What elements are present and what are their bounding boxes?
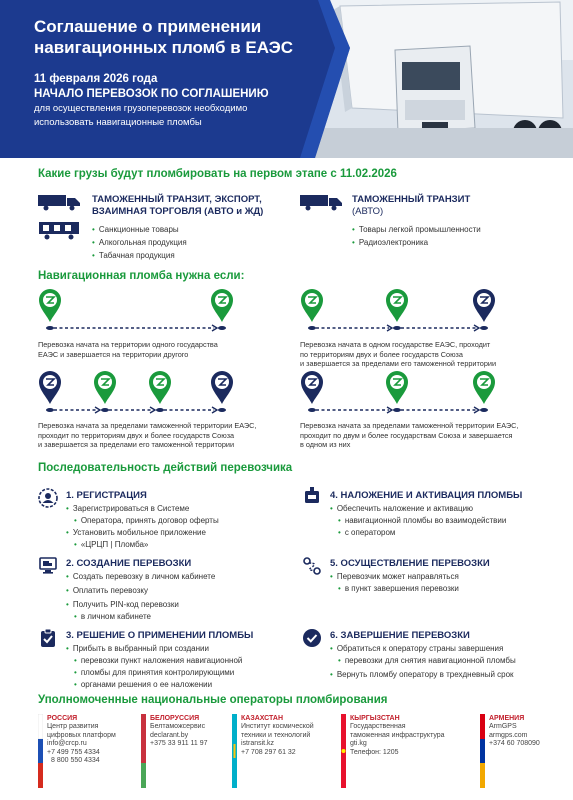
operators-list — [38, 714, 558, 788]
truck-monitor-icon — [38, 556, 58, 576]
step-2-item: • Оплатить перевозку — [66, 585, 215, 597]
map-pin-icon — [211, 289, 233, 322]
operator-email[interactable]: info@crcp.ru — [47, 740, 87, 748]
pin-base — [308, 326, 316, 330]
page-title-line2: навигационных пломб в ЕАЭС — [34, 38, 293, 57]
cargo-right-item: • Товары легкой промышленности — [352, 223, 552, 236]
pin-base — [393, 326, 401, 330]
operators-section-title: Уполномоченные национальные операторы пломбирования — [38, 694, 388, 706]
cargo-left-item: • Санкционные товары — [92, 223, 292, 236]
step-6-heading: 6. ЗАВЕРШЕНИЕ ПЕРЕВОЗКИ — [330, 630, 470, 641]
route-caption-4: Перевозка начата за пределами таможенной территории ЕАЭС, проходит по двум и более государствам Союза и завершается в одном из них — [300, 421, 519, 449]
operator-phone: +374 60 708090 — [489, 740, 540, 748]
flag-kyrgyzstan-icon — [341, 714, 346, 788]
route-caption-1: Перевозка начата на территории одного государства ЕАЭС и завершается на территории другого — [38, 340, 218, 359]
step-5-item-cont: • в пункт завершения перевозки — [330, 583, 459, 595]
pin-base — [156, 408, 164, 412]
operator-phone: +7 499 755 4334 — [47, 748, 100, 756]
step-4-item-cont: • с оператором — [330, 527, 506, 539]
pin-base — [393, 408, 401, 412]
step-2-item: • Получить PIN-код перевозки — [66, 599, 215, 611]
operator-line: Белтаможсервис — [150, 723, 206, 730]
step-6-item: • Вернуть пломбу оператору в трехдневный срок — [330, 669, 516, 681]
flag-armenia-icon — [480, 714, 485, 788]
operator-website[interactable]: istransit.kz — [241, 740, 275, 748]
operator-armenia — [480, 714, 560, 788]
step-2-item-cont: • в личном кабинете — [66, 611, 215, 623]
cargo-left-heading-line1: ТАМОЖЕННЫЙ ТРАНЗИТ, ЭКСПОРТ, — [92, 194, 262, 205]
operator-kyrgyzstan — [341, 714, 471, 788]
operator-phone: +375 33 911 11 97 — [150, 740, 208, 748]
cargo-left-heading-line2: ВЗАИМНАЯ ТОРГОВЛЯ (АВТО и ЖД) — [92, 206, 264, 217]
map-pin-icon — [386, 289, 408, 322]
arrowhead-icon — [212, 407, 217, 413]
operator-website[interactable]: armgps.com — [489, 731, 528, 739]
operator-kazakhstan — [232, 714, 338, 788]
start-date: 11 февраля 2026 года — [34, 73, 158, 85]
map-pin-icon — [94, 371, 116, 404]
step-2-item: • Создать перевозку в личном кабинете — [66, 571, 215, 583]
step-3-heading: 3. РЕШЕНИЕ О ПРИМЕНЕНИИ ПЛОМБЫ — [66, 630, 254, 641]
map-pin-icon — [39, 371, 61, 404]
operator-line: ArmGPS — [489, 723, 517, 730]
step-5-item: • Перевозчик может направляться — [330, 571, 459, 583]
map-pin-icon — [211, 371, 233, 404]
steps-section-title: Последовательность действий перевозчика — [38, 462, 293, 474]
step-2-heading: 2. СОЗДАНИЕ ПЕРЕВОЗКИ — [66, 558, 192, 569]
map-pin-icon — [301, 289, 323, 322]
step-5-heading: 5. ОСУЩЕСТВЛЕНИЕ ПЕРЕВОЗКИ — [330, 558, 490, 569]
operator-phone: Телефон: 1205 — [350, 748, 399, 756]
route-caption-3: Перевозка начата за пределами таможенной территории ЕАЭС, проходит по территориям двух и более государств Союза и завершается за пределами его таможенной территории — [38, 421, 257, 449]
cargo-left-item: • Табачная продукция — [92, 249, 292, 262]
arrowhead-icon — [95, 407, 100, 413]
operator-line: техники и технологий — [241, 731, 311, 739]
step-1-heading: 1. РЕГИСТРАЦИЯ — [66, 490, 147, 501]
check-badge-icon — [302, 628, 322, 648]
header-desc-line2: использовать навигационные пломбы — [34, 117, 202, 128]
cargo-section-title: Какие грузы будут пломбировать на первом этапе с 11.02.2026 — [38, 168, 397, 180]
flag-kazakhstan-icon — [232, 714, 237, 788]
pin-base — [46, 326, 54, 330]
operator-phone: 8 800 550 4334 — [51, 757, 100, 765]
step-4-heading: 4. НАЛОЖЕНИЕ И АКТИВАЦИЯ ПЛОМБЫ — [330, 490, 523, 501]
seal-device-icon — [302, 486, 322, 506]
cargo-left-item: • Алкогольная продукция — [92, 236, 292, 249]
truck-icon — [38, 193, 82, 211]
step-4-item: • Обеспечить наложение и активацию — [330, 503, 506, 515]
route-icon — [302, 556, 322, 576]
user-gear-icon — [38, 488, 58, 508]
step-3-item: • Прибыть в выбранный при создании — [66, 643, 242, 655]
operator-country: АРМЕНИЯ — [489, 715, 525, 722]
map-pin-icon — [301, 371, 323, 404]
flag-russia-icon — [38, 714, 43, 788]
pin-base — [480, 408, 488, 412]
railcar-icon — [38, 220, 82, 240]
map-pin-icon — [39, 289, 61, 322]
flag-belarus-icon — [141, 714, 146, 788]
seal-section-title: Навигационная пломба нужна если: — [38, 270, 245, 282]
arrowhead-icon — [212, 325, 217, 331]
operator-website[interactable]: declarant.by — [150, 731, 189, 739]
step-3-item-cont: • органами решения о ее наложении — [66, 679, 242, 691]
page-title-line1: Соглашение о применении — [34, 17, 262, 36]
step-4-item-cont: • навигационной пломбы во взаимодействии — [330, 515, 506, 527]
pin-base — [218, 326, 226, 330]
pin-base — [480, 326, 488, 330]
header-banner — [0, 0, 573, 158]
route-caption-2: Перевозка начата в одном государстве ЕАЭС, проходит по территориям двух и более государств Союза и завершается за пределами его таможенной территории — [300, 340, 497, 368]
operator-line: Центр развития — [47, 723, 99, 730]
operator-line: Институт космической — [241, 723, 314, 730]
pin-base — [218, 408, 226, 412]
step-6-item-cont: • перевозки для снятия навигационной пломбы — [330, 655, 516, 667]
step-1-item-cont: • «ЦРЦП | Пломба» — [66, 539, 219, 551]
map-pin-icon — [473, 289, 495, 322]
truck-icon — [300, 193, 344, 211]
pin-base — [46, 408, 54, 412]
operator-belarus — [141, 714, 229, 788]
operator-country: БЕЛОРУССИЯ — [150, 715, 200, 722]
step-1-item: • Установить мобильное приложение — [66, 527, 219, 539]
operator-russia — [38, 714, 136, 788]
cargo-right-heading-line2: (АВТО) — [352, 206, 384, 217]
arrowhead-icon — [150, 407, 155, 413]
operator-country: РОССИЯ — [47, 715, 78, 722]
operator-phone: +7 708 297 61 32 — [241, 748, 296, 756]
map-pin-icon — [473, 371, 495, 404]
operator-line: таможенная инфраструктура — [350, 731, 445, 739]
map-pin-icon — [149, 371, 171, 404]
pin-base — [101, 408, 109, 412]
cargo-right-item: • Радиоэлектроника — [352, 236, 552, 249]
operator-country: КЫРГЫЗСТАН — [350, 715, 400, 722]
clipboard-check-icon — [38, 628, 58, 648]
operator-website[interactable]: gti.kg — [350, 740, 367, 748]
step-6-item: • Обратиться к оператору страны завершения — [330, 643, 516, 655]
operator-line: Государственная — [350, 723, 406, 730]
header-subtitle: НАЧАЛО ПЕРЕВОЗОК ПО СОГЛАШЕНИЮ — [34, 88, 269, 100]
map-pin-icon — [386, 371, 408, 404]
step-3-item-cont: • перевозки пункт наложения навигационной — [66, 655, 242, 667]
operator-line: цифровых платформ — [47, 731, 116, 739]
step-1-item-cont: • Оператора, принять договор оферты — [66, 515, 219, 527]
operator-country: КАЗАХСТАН — [241, 715, 283, 722]
cargo-right-heading-line1: ТАМОЖЕННЫЙ ТРАНЗИТ — [352, 194, 471, 205]
step-3-item-cont: • пломбы для принятия контролирующими — [66, 667, 242, 679]
header-desc-line1: для осуществления грузоперевозок необходимо — [34, 103, 248, 114]
pin-base — [308, 408, 316, 412]
step-1-item: • Зарегистрироваться в Системе — [66, 503, 219, 515]
